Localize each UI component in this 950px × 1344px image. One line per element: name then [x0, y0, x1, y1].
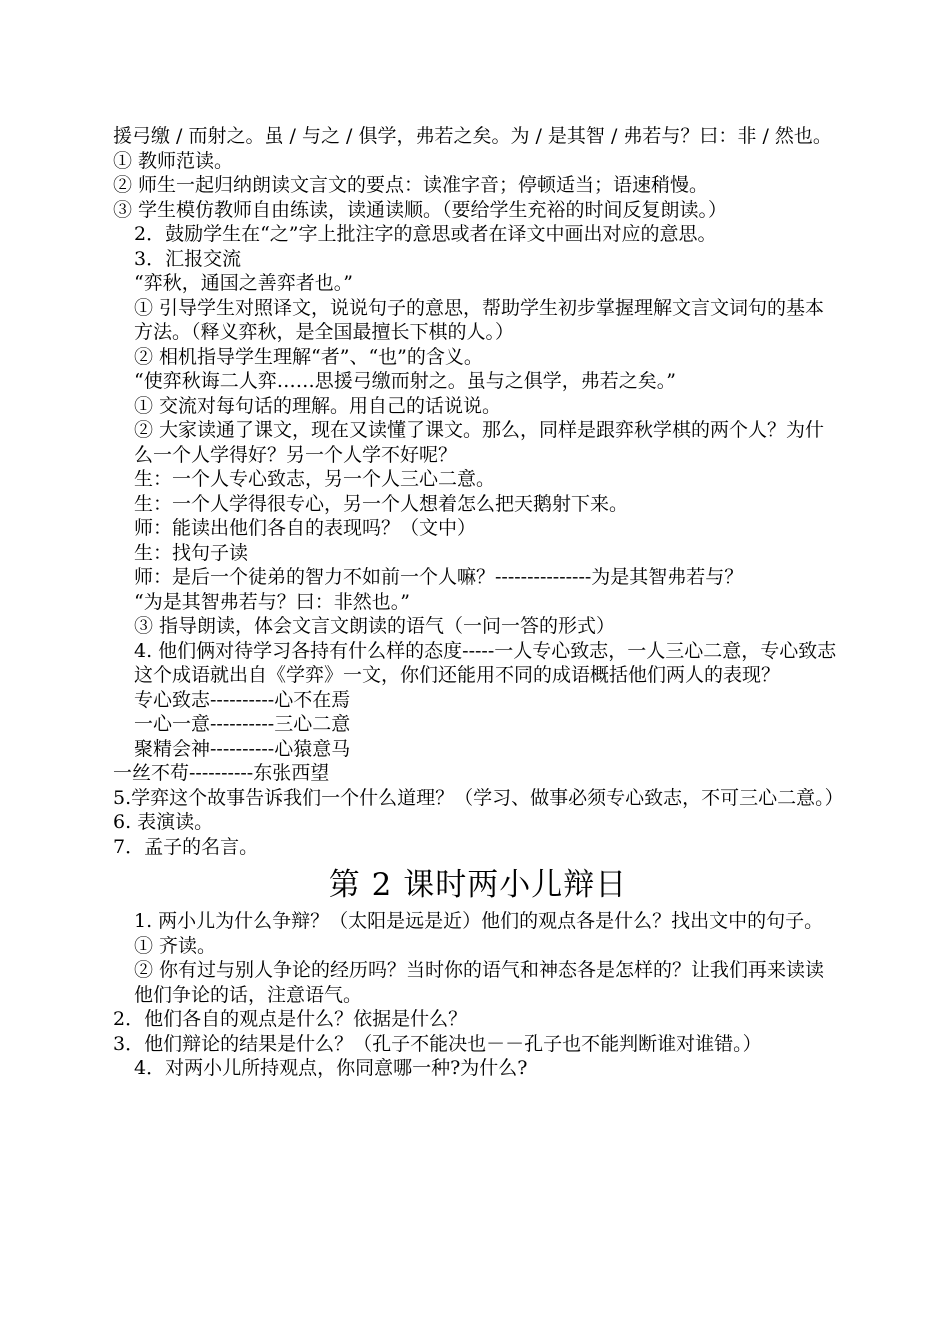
paragraph-line: 4．对两小儿所持观点，你同意哪一种?为什么?: [134, 1057, 528, 1079]
paragraph-line: ③ 指导朗读，体会文言文朗读的语气（一问一答的形式）: [134, 615, 616, 637]
paragraph-line: 一丝不苟----------东张西望: [113, 762, 330, 784]
paragraph-line: 1. 两小儿为什么争辩？（太阳是远是近）他们的观点各是什么？找出文中的句子。: [134, 910, 824, 932]
paragraph-line: 生：找句子读: [134, 541, 249, 564]
paragraph-line: 援弓缴 / 而射之。虽 / 与之 / 俱学，弗若之矣。为 / 是其智 / 弗若与？曰：非 / 然也。: [113, 125, 832, 147]
paragraph-line: 生：一个人学得很专心，另一个人想着怎么把天鹅射下来。: [134, 492, 629, 515]
paragraph-line: ① 引导学生对照译文，说说句子的意思，帮助学生初步掌握理解文言文词句的基本方法。（释义弈秋，是全国最擅长下棋的人。）: [134, 296, 825, 343]
paragraph-line: 7．孟子的名言。: [113, 835, 259, 858]
document-page: [113, 124, 843, 1081]
paragraph-line: ③ 学生模仿教师自由练读，读通读顺。（要给学生充裕的时间反复朗读。）: [113, 198, 728, 221]
paragraph-line: 专心致志----------心不在焉: [134, 688, 351, 711]
paragraph-line: “弈秋，通国之善弈者也。”: [134, 272, 353, 294]
paragraph-line: ② 大家读通了课文，现在又读懂了课文。那么，同样是跟弈秋学棋的两个人？为什么一个人学得好？另一个人学不好呢？: [134, 419, 825, 466]
paragraph-line: ② 相机指导学生理解“者”、“也”的含义。: [134, 345, 483, 368]
paragraph-line: “为是其智弗若与？曰：非然也。”: [134, 590, 410, 613]
paragraph-line: 5.学弈这个故事告诉我们一个什么道理？（学习、做事必须专心致志，不可三心二意。）: [113, 786, 844, 809]
lesson-2-title: 第 2 课时两小儿辩日: [328, 867, 628, 903]
paragraph-line: ① 交流对每句话的理解。用自己的话说说。: [134, 394, 502, 417]
paragraph-line: 3．汇报交流: [134, 247, 242, 270]
lesson-2-section: [113, 909, 843, 1081]
paragraph-line: 2．他们各自的观点是什么？依据是什么？: [113, 1008, 468, 1030]
paragraph-line: “使弈秋诲二人弈……思援弓缴而射之。虽与之俱学，弗若之矣。”: [134, 370, 676, 392]
paragraph-line: 3．他们辩论的结果是什么？（孔子不能决也－－孔子也不能判断谁对谁错。）: [113, 1032, 762, 1055]
paragraph-line: 2．鼓励学生在“之”字上批注字的意思或者在译文中画出对应的意思。: [134, 223, 717, 245]
paragraph-line: 一心一意----------三心二意: [134, 713, 351, 735]
paragraph-line: 师：是后一个徒弟的智力不如前一个人嘛？---------------为是其智弗若与？: [134, 566, 744, 588]
paragraph-line: 师：能读出他们各自的表现吗？（文中）: [134, 517, 477, 539]
paragraph-line: ② 师生一起归纳朗读文言文的要点：读准字音；停顿适当；语速稍慢。: [113, 174, 709, 196]
paragraph-line: 6. 表演读。: [113, 811, 214, 833]
paragraph-line: 聚精会神----------心猿意马: [134, 737, 351, 760]
paragraph-line: 生：一个人专心致志，另一个人三心二意。: [134, 468, 496, 490]
paragraph-line: ① 齐读。: [134, 934, 217, 957]
paragraph-line: ② 你有过与别人争论的经历吗？当时你的语气和神态各是怎样的？让我们再来读读他们争论的话，注意语气。: [134, 959, 825, 1006]
paragraph-line: 4. 他们俩对待学习各持有什么样的态度-----一人专心致志，一人三心二意，专心致志这个成语就出自《学弈》一文，你们还能用不同的成语概括他们两人的表现？: [134, 639, 837, 686]
paragraph-line: ① 教师范读。: [113, 149, 234, 172]
lesson-1-section: [113, 124, 843, 859]
